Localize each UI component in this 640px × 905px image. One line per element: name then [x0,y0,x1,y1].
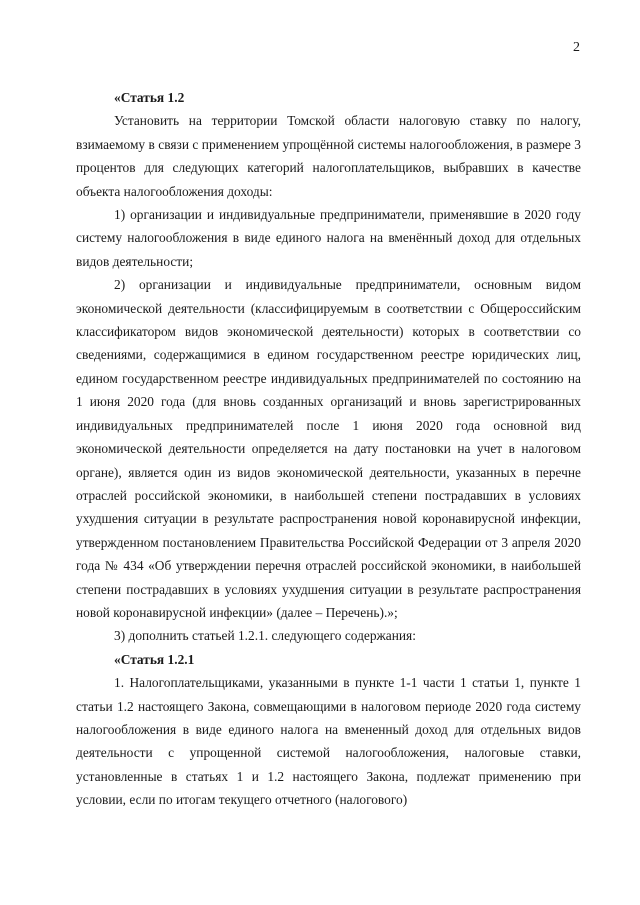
document-body [76,86,581,812]
paragraph: 2) организации и индивидуальные предприниматели, основным видом экономической деятельности (классифицируемым в соответствии с Общероссийским классификатором видов экономической деятельности) которых в соответствии со сведениями, содержащимися в едином государственном реестре юридических лиц, едином государственном реестре индивидуальных предпринимателей по состоянию на 1 июня 2020 года (для вновь созданных организаций и вновь зарегистрированных индивидуальных предпринимателей после 1 июня 2020 года основной вид экономической деятельности определяется на дату постановки на учет в налоговом органе), является один из видов экономической деятельности, указанных в перечне отраслей российской экономики, в наибольшей степени пострадавших в условиях ухудшения ситуации в результате распространения новой коронавирусной инфекции, утвержденном постановлением Правительства Российской Федерации от 3 апреля 2020 года № 434 «Об утверждении перечня отраслей российской экономики, в наибольшей степени пострадавших в условиях ухудшения ситуации в результате распространения новой коронавирусной инфекции» (далее – Перечень).»; [76,277,581,620]
paragraph: 1. Налогоплательщиками, указанными в пункте 1-1 части 1 статьи 1, пункте 1 статьи 1.2 настоящего Закона, совмещающими в налоговом периоде 2020 года систему налогообложения в виде единого налога на вмененный доход для отдельных видов деятельности с упрощенной системой налогообложения, налоговые ставки, установленные в статьях 1 и 1.2 настоящего Закона, подлежат применению при условии, если по итогам текущего отчетного (налогового) [76,675,581,808]
paragraph: 1) организации и индивидуальные предприниматели, применявшие в 2020 году систему налогообложения в виде единого налога на вменённый доход для отдельных видов деятельности; [76,207,581,269]
article-heading: «Статья 1.2 [114,90,185,105]
article-heading: «Статья 1.2.1 [114,651,195,667]
paragraph: Установить на территории Томской области налоговую ставку по налогу, взимаемому в связи с применением упрощённой системы налогообложения, в размере 3 процентов для следующих категорий налогоплательщиков, выбравших в качестве объекта налогообложения доходы: [76,113,581,199]
page-number: 2 [573,40,580,55]
paragraph: 3) дополнить статьей 1.2.1. следующего содержания: [114,628,416,644]
